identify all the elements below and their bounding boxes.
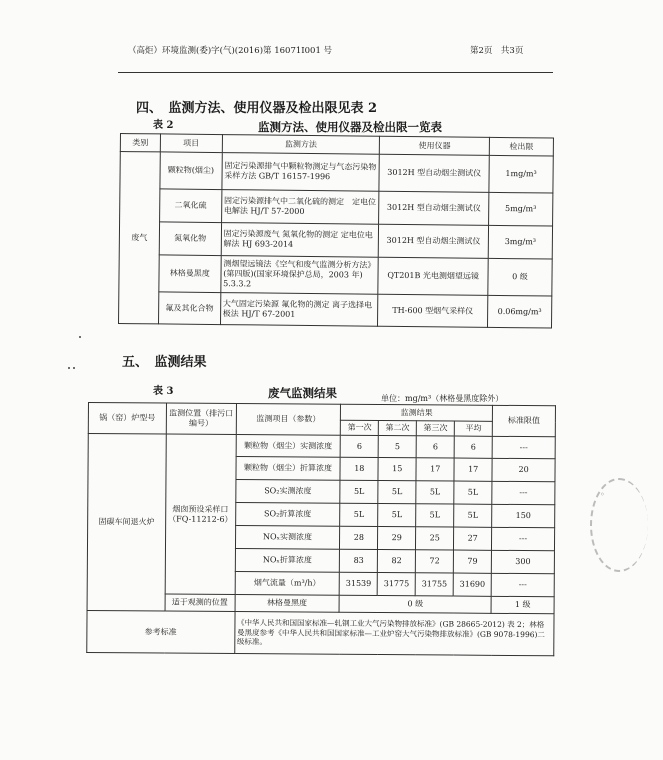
- table-3-label: 表 3: [153, 386, 174, 397]
- col-limit: 检出限: [489, 137, 553, 156]
- value-cell: 6: [454, 436, 492, 458]
- parameter-cell: 颗粒物（烟尘）实测浓度: [236, 435, 341, 458]
- reference-text: 《中华人民共和国国家标准—轧钢工业大气污染物排放标准》(GB 28665-2012) 表 2；林格曼黑度参考《中华人民共和国国家标准—工业炉窑大气污染物排放标准》(GB 9078-1996)二级标准。: [234, 612, 554, 656]
- col-average: 平均: [454, 421, 492, 436]
- standard-cell: 300: [491, 550, 554, 573]
- value-cell: 31775: [377, 573, 415, 596]
- item-cell: 氮氧化物: [159, 222, 221, 256]
- table-2-title: 监测方法、使用仪器及检出限一览表: [258, 120, 442, 134]
- value-cell: 5L: [416, 504, 454, 527]
- item-cell: 二氧化硫: [159, 189, 221, 223]
- value-cell: 6: [416, 436, 454, 458]
- col-results: 监测结果: [341, 404, 493, 421]
- value-cell: 18: [340, 457, 378, 480]
- value-cell: 5L: [454, 481, 492, 504]
- col-parameter: 监测项目（参数）: [236, 404, 341, 436]
- parameter-cell: SO₂实测浓度: [235, 480, 340, 504]
- value-cell: 83: [340, 549, 378, 572]
- value-cell: 72: [416, 550, 454, 573]
- item-cell: 氟及其化合物: [158, 292, 220, 325]
- furnace-cell: 固碳车间退火炉: [87, 434, 166, 612]
- standard-cell: ---: [492, 436, 555, 458]
- ringelmann-value-cell: 0 级: [339, 595, 491, 613]
- standard-cell: 150: [492, 504, 555, 527]
- value-cell: 5L: [340, 503, 378, 526]
- item-cell: 颗粒物(烟尘): [160, 152, 222, 190]
- value-cell: 5L: [340, 480, 378, 503]
- category-cell: 废气: [119, 152, 161, 324]
- reference-label: 参考标准: [87, 610, 235, 653]
- parameter-cell: NOₓ折算浓度: [235, 549, 340, 573]
- header-rule: [118, 72, 553, 73]
- col-run-1: 第一次: [341, 420, 379, 435]
- method-cell: 固定污染源排气中颗粒物测定与气态污染物采样方法 GB/T 16157-1996: [222, 153, 380, 192]
- ringelmann-standard-cell: 1 级: [491, 596, 554, 613]
- value-cell: 31690: [453, 573, 491, 596]
- value-cell: 15: [378, 458, 416, 481]
- instrument-cell: TH-600 型烟气采样仪: [378, 294, 488, 327]
- value-cell: 5: [378, 436, 416, 458]
- limit-cell: 0 级: [488, 258, 552, 296]
- standard-cell: ---: [491, 573, 554, 596]
- method-cell: 大气固定污染源 氟化物的测定 离子选择电极法 HJ/T 67-2001: [220, 293, 378, 327]
- instrument-cell: QT201B 光电测烟望远镜: [378, 257, 488, 295]
- value-cell: 31755: [415, 573, 453, 596]
- table-3-title: 废气监测结果: [268, 386, 337, 400]
- results-table: [86, 402, 556, 656]
- value-cell: 82: [378, 550, 416, 573]
- limit-cell: 1mg/m³: [489, 155, 553, 193]
- table-2-label: 表 2: [153, 120, 174, 131]
- parameter-cell: SO₂折算浓度: [235, 503, 340, 527]
- unit-note: 单位：mg/m³（林格曼黑度除外）: [381, 394, 504, 403]
- parameter-cell: 颗粒物（烟尘）折算浓度: [236, 457, 341, 481]
- instrument-cell: 3012H 型自动烟尘测试仪: [378, 224, 488, 258]
- report-number: （高炬）环境监测(委)字(气)(2016)第 16071I001 号: [128, 46, 333, 56]
- col-furnace: 锅（窑）炉型号: [88, 403, 166, 435]
- value-cell: 5L: [378, 481, 416, 504]
- col-point: 监测位置（排污口编号）: [166, 403, 236, 434]
- standard-cell: ---: [492, 481, 555, 504]
- sampling-point-cell: 烟囱预设采样口（FQ-11212-6）: [165, 434, 236, 594]
- scan-speck: [68, 367, 70, 369]
- value-cell: 29: [378, 527, 416, 550]
- value-cell: 79: [453, 550, 491, 573]
- page-number: 第2页 共3页: [470, 46, 524, 56]
- value-cell: 28: [340, 526, 378, 549]
- method-cell: 测烟望远镜法《空气和废气监测分析方法》(第四版)(国家环境保护总局，2003 年) 5.3.3.2: [221, 256, 379, 295]
- value-cell: 5L: [378, 504, 416, 527]
- value-cell: 17: [454, 458, 492, 481]
- value-cell: 25: [416, 527, 454, 550]
- scan-speck: [79, 336, 81, 338]
- ringelmann-point-cell: 适于观测的位置: [165, 594, 235, 611]
- value-cell: 17: [416, 458, 454, 481]
- col-method: 监测方法: [222, 135, 380, 155]
- standard-cell: 20: [492, 458, 555, 481]
- value-cell: 31539: [339, 572, 377, 595]
- seal-stamp: [590, 478, 648, 572]
- instrument-cell: 3012H 型自动烟尘测试仪: [379, 154, 489, 192]
- col-category: 类别: [120, 134, 160, 152]
- value-cell: 27: [454, 527, 492, 550]
- item-cell: 林格曼黑度: [159, 255, 221, 293]
- limit-cell: 3mg/m³: [488, 225, 552, 259]
- instrument-cell: 3012H 型自动烟尘测试仪: [379, 191, 489, 225]
- ringelmann-item-cell: 林格曼黑度: [235, 595, 340, 613]
- col-run-3: 第三次: [416, 421, 454, 436]
- section-5-heading: 五、 监测结果: [122, 355, 207, 370]
- col-run-2: 第二次: [379, 421, 417, 436]
- col-standard: 标准限值: [492, 405, 555, 436]
- method-cell: 固定污染源排气中二氧化硫的测定 定电位电解法 HJ/T 57-2000: [221, 190, 379, 225]
- method-cell: 固定污染源废气 氮氧化物的测定 定电位电解法 HJ 693-2014: [221, 223, 379, 258]
- value-cell: 6: [340, 435, 378, 457]
- methods-table: [118, 133, 554, 329]
- section-4-heading: 四、 监测方法、使用仪器及检出限见表 2: [136, 101, 378, 116]
- col-item: 项目: [160, 134, 222, 153]
- col-instrument: 使用仪器: [380, 136, 490, 155]
- standard-cell: ---: [492, 527, 555, 550]
- seal-stamp-fragment: ◦: [600, 490, 605, 499]
- limit-cell: 0.06mg/m³: [487, 295, 551, 328]
- limit-cell: 5mg/m³: [489, 192, 553, 226]
- parameter-cell: NOₓ实测浓度: [235, 526, 340, 550]
- scan-speck: [73, 367, 75, 369]
- value-cell: 5L: [416, 481, 454, 504]
- parameter-cell: 烟气流量（m³/h）: [235, 572, 340, 596]
- value-cell: 5L: [454, 504, 492, 527]
